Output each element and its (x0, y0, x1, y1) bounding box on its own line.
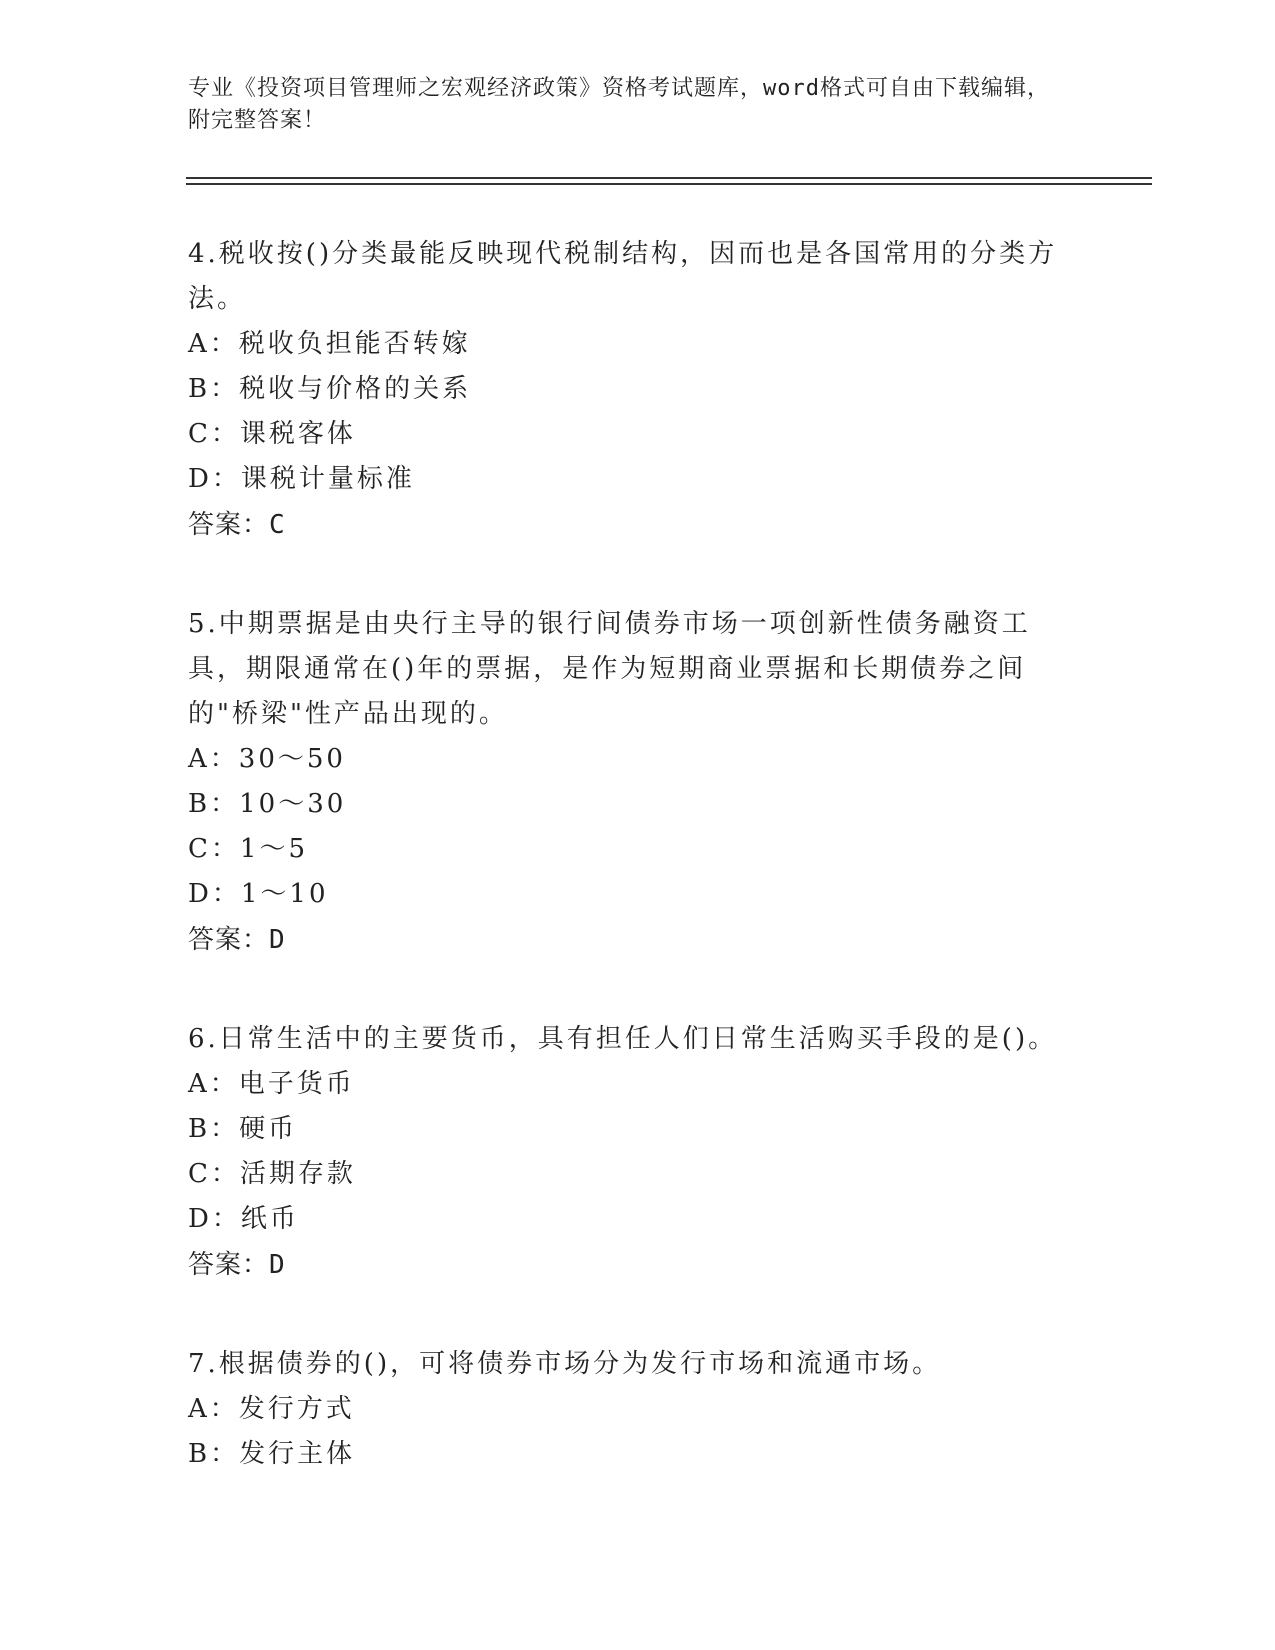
option-key: C： (188, 834, 240, 864)
option-key: A： (188, 1069, 239, 1099)
option-text: 税收负担能否转嫁 (238, 329, 471, 359)
option-text: 纸币 (240, 1204, 299, 1234)
option-key: B： (188, 789, 240, 819)
option-key: A： (188, 329, 239, 359)
question-text: 4.税收按()分类最能反映现代税制结构，因而也是各国常用的分类方法。 (188, 239, 1058, 314)
option-c (188, 412, 1088, 457)
option-d (188, 1197, 1088, 1242)
option-text: 课税客体 (239, 419, 356, 449)
option-key: B： (188, 374, 240, 404)
header-divider-top (186, 177, 1152, 179)
option-a (188, 1387, 1088, 1432)
option-key: A： (188, 744, 239, 774)
option-text: 1～5 (239, 834, 308, 864)
option-key: D： (188, 1204, 241, 1234)
option-b (188, 367, 1088, 412)
option-text: 发行主体 (239, 1439, 356, 1469)
option-text: 课税计量标准 (240, 464, 415, 494)
header-divider-bottom (186, 183, 1152, 185)
option-a (188, 1062, 1088, 1107)
question-text: 7.根据债券的()，可将债券市场分为发行市场和流通市场。 (188, 1349, 942, 1379)
option-text: 10～30 (239, 789, 347, 819)
option-b (188, 1432, 1088, 1477)
option-c (188, 827, 1088, 872)
document-header: 专业《投资项目管理师之宏观经济政策》资格考试题库，word格式可自由下载编辑，附完整答案！ (188, 76, 1050, 133)
option-key: A： (188, 1394, 239, 1424)
option-key: D： (188, 879, 241, 909)
option-key: B： (188, 1114, 240, 1144)
option-text: 电子货币 (238, 1069, 355, 1099)
option-text: 税收与价格的关系 (239, 374, 472, 404)
question-text: 6.日常生活中的主要货币，具有担任人们日常生活购买手段的是()。 (188, 1024, 1058, 1054)
question-5 (188, 602, 1088, 963)
option-text: 发行方式 (238, 1394, 355, 1424)
option-c (188, 1152, 1088, 1197)
option-d (188, 872, 1088, 917)
question-text: 5.中期票据是由央行主导的银行间债券市场一项创新性债务融资工具，期限通常在()年的票据，是作为短期商业票据和长期债券之间的"桥梁"性产品出现的。 (188, 609, 1031, 729)
option-text: 30～50 (238, 744, 346, 774)
answer-line: 答案：D (188, 925, 286, 955)
question-4 (188, 232, 1088, 548)
question-list (188, 232, 1088, 1531)
answer-line: 答案：D (188, 1250, 286, 1280)
question-6 (188, 1017, 1088, 1288)
option-b (188, 1107, 1088, 1152)
option-a (188, 737, 1088, 782)
question-7 (188, 1342, 1088, 1477)
option-key: D： (188, 464, 241, 494)
option-text: 1～10 (240, 879, 329, 909)
option-a (188, 322, 1088, 367)
option-key: B： (188, 1439, 240, 1469)
option-d (188, 457, 1088, 502)
option-key: C： (188, 1159, 240, 1189)
option-text: 硬币 (239, 1114, 298, 1144)
answer-line: 答案：C (188, 510, 286, 540)
option-text: 活期存款 (239, 1159, 356, 1189)
option-key: C： (188, 419, 240, 449)
option-b (188, 782, 1088, 827)
